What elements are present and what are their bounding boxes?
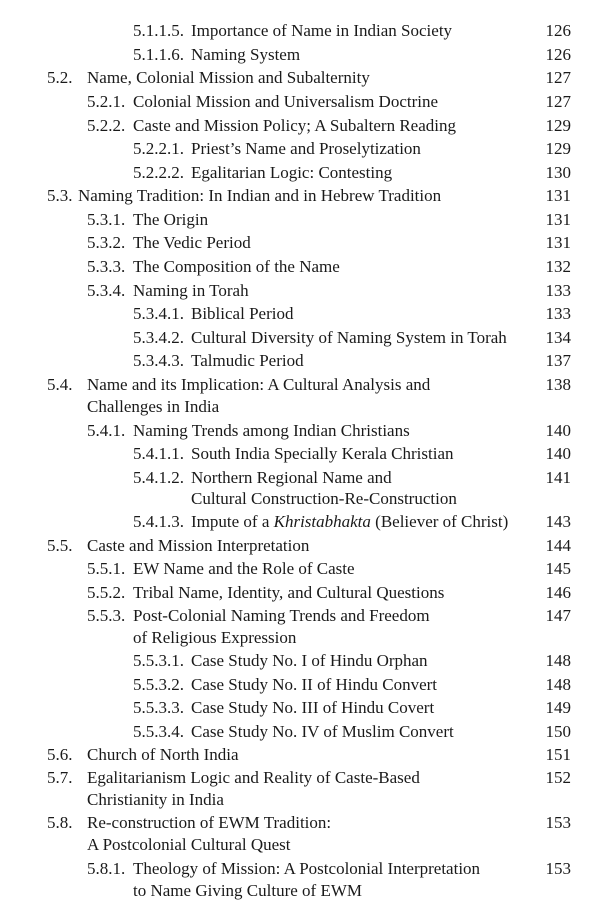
section-title: The Composition of the Name bbox=[133, 257, 340, 276]
page-number: 127 bbox=[545, 92, 571, 111]
page-number: 131 bbox=[545, 233, 571, 252]
page-number: 129 bbox=[545, 116, 571, 135]
section-title: Case Study No. I of Hindu Orphan bbox=[191, 651, 428, 670]
toc-entry bbox=[0, 443, 571, 465]
section-number: 5.3.1. bbox=[87, 210, 126, 229]
page-number: 147 bbox=[545, 606, 571, 625]
section-title: Post-Colonial Naming Trends and Freedom bbox=[133, 606, 430, 625]
toc-entry bbox=[0, 280, 571, 302]
page-number: 126 bbox=[545, 21, 571, 40]
section-title: Church of North India bbox=[87, 745, 239, 764]
toc-entry bbox=[0, 420, 571, 442]
page-number: 134 bbox=[545, 328, 571, 347]
section-number: 5.2.2. bbox=[87, 116, 126, 135]
section-title-continued: Christianity in India bbox=[87, 790, 224, 809]
section-title: Naming Tradition: In Indian and in Hebrew Tradition bbox=[78, 186, 442, 205]
toc-entry bbox=[0, 767, 571, 789]
section-title: Case Study No. IV of Muslim Convert bbox=[191, 722, 454, 741]
section-number: 5.4.1. bbox=[87, 421, 126, 440]
section-number: 5.3.4.3. bbox=[133, 351, 184, 370]
toc-entry-continuation bbox=[0, 396, 571, 418]
page-number: 151 bbox=[545, 745, 571, 764]
page-number: 140 bbox=[545, 421, 571, 440]
page-number: 144 bbox=[545, 536, 571, 555]
page-number: 133 bbox=[545, 281, 571, 300]
section-title: Caste and Mission Policy; A Subaltern Reading bbox=[133, 116, 456, 135]
section-title: Northern Regional Name and bbox=[191, 468, 392, 487]
toc-entry-continuation bbox=[0, 880, 571, 902]
section-title: Case Study No. II of Hindu Convert bbox=[191, 675, 438, 694]
section-title: Name, Colonial Mission and Subalternity bbox=[87, 68, 370, 87]
section-number: 5.8. bbox=[47, 813, 73, 832]
page-number: 145 bbox=[545, 559, 571, 578]
section-title: Naming Trends among Indian Christians bbox=[133, 421, 410, 440]
section-number: 5.8.1. bbox=[87, 859, 126, 878]
section-title: Colonial Mission and Universalism Doctrine bbox=[133, 92, 439, 111]
toc-entry bbox=[0, 138, 571, 160]
toc-entry bbox=[0, 209, 571, 231]
section-title bbox=[191, 511, 508, 533]
toc-entry bbox=[0, 44, 571, 66]
toc-entry bbox=[0, 162, 571, 184]
section-number: 5.2.2.2. bbox=[133, 163, 184, 182]
toc-entry bbox=[0, 67, 571, 89]
page-number: 133 bbox=[545, 304, 571, 323]
section-title: Egalitarianism Logic and Reality of Caste-Based bbox=[87, 768, 420, 787]
toc-entry bbox=[0, 558, 571, 580]
title-italic-term: Khristabhakta bbox=[273, 512, 371, 531]
toc-entry bbox=[0, 115, 571, 137]
page-number: 126 bbox=[545, 45, 571, 64]
toc-entry bbox=[0, 511, 571, 533]
toc-entry bbox=[0, 185, 571, 207]
toc-entry bbox=[0, 232, 571, 254]
section-number: 5.5.3.4. bbox=[133, 722, 184, 741]
section-number: 5.3.4.2. bbox=[133, 328, 184, 347]
section-title: Caste and Mission Interpretation bbox=[87, 536, 310, 555]
section-number: 5.6. bbox=[47, 745, 73, 764]
section-number: 5.1.1.5. bbox=[133, 21, 184, 40]
toc-entry bbox=[0, 721, 571, 743]
page-number: 141 bbox=[545, 468, 571, 487]
toc-entry bbox=[0, 697, 571, 719]
page-number: 127 bbox=[545, 68, 571, 87]
toc-entry bbox=[0, 374, 571, 396]
section-number: 5.4.1.1. bbox=[133, 444, 184, 463]
section-title-continued: to Name Giving Culture of EWM bbox=[133, 881, 362, 900]
section-number: 5.5.2. bbox=[87, 583, 126, 602]
section-title: Biblical Period bbox=[191, 304, 294, 323]
page-number: 137 bbox=[545, 351, 571, 370]
page-number: 143 bbox=[545, 512, 571, 531]
toc-entry bbox=[0, 350, 571, 372]
section-number: 5.4. bbox=[47, 375, 73, 394]
section-title: Talmudic Period bbox=[191, 351, 304, 370]
section-title: Cultural Diversity of Naming System in Torah bbox=[191, 328, 507, 347]
section-number: 5.2. bbox=[47, 68, 73, 87]
section-number: 5.2.2.1. bbox=[133, 139, 184, 158]
page-number: 140 bbox=[545, 444, 571, 463]
section-number: 5.3.3. bbox=[87, 257, 126, 276]
section-title: The Vedic Period bbox=[133, 233, 251, 252]
page-number: 153 bbox=[545, 813, 571, 832]
section-title: Naming in Torah bbox=[133, 281, 249, 300]
section-title-continued: A Postcolonial Cultural Quest bbox=[87, 835, 291, 854]
title-part: Impute of a bbox=[191, 512, 270, 531]
section-title: Priest’s Name and Proselytization bbox=[191, 139, 421, 158]
toc-entry-continuation bbox=[0, 834, 571, 856]
section-number: 5.1.1.6. bbox=[133, 45, 184, 64]
toc-entry bbox=[0, 605, 571, 627]
toc-entry bbox=[0, 20, 571, 42]
section-title: Egalitarian Logic: Contesting bbox=[191, 163, 393, 182]
page-number: 130 bbox=[545, 163, 571, 182]
section-number: 5.5.3.2. bbox=[133, 675, 184, 694]
page-number: 149 bbox=[545, 698, 571, 717]
page-number: 148 bbox=[545, 651, 571, 670]
page-number: 146 bbox=[545, 583, 571, 602]
section-title: Importance of Name in Indian Society bbox=[191, 21, 453, 40]
page-number: 148 bbox=[545, 675, 571, 694]
section-number: 5.5.3. bbox=[87, 606, 126, 625]
section-number: 5.7. bbox=[47, 768, 73, 787]
section-number: 5.5. bbox=[47, 536, 73, 555]
section-title: Name and its Implication: A Cultural Analysis and bbox=[87, 375, 431, 394]
toc-entry bbox=[0, 858, 571, 880]
section-number: 5.3.2. bbox=[87, 233, 126, 252]
toc-entry-continuation bbox=[0, 789, 571, 811]
section-title: The Origin bbox=[133, 210, 209, 229]
toc-entry bbox=[0, 467, 571, 489]
page-number: 153 bbox=[545, 859, 571, 878]
section-title: Naming System bbox=[191, 45, 301, 64]
page-number: 131 bbox=[545, 186, 571, 205]
section-title: South India Specially Kerala Christian bbox=[191, 444, 454, 463]
toc-entry bbox=[0, 650, 571, 672]
section-number: 5.2.1. bbox=[87, 92, 126, 111]
page-number: 150 bbox=[545, 722, 571, 741]
section-number: 5.3. bbox=[47, 186, 73, 205]
toc-entry bbox=[0, 256, 571, 278]
toc-entry bbox=[0, 535, 571, 557]
section-number: 5.5.3.3. bbox=[133, 698, 184, 717]
page-number: 138 bbox=[545, 375, 571, 394]
toc-entry bbox=[0, 744, 571, 766]
section-number: 5.3.4.1. bbox=[133, 304, 184, 323]
toc-entry bbox=[0, 812, 571, 834]
section-title: Case Study No. III of Hindu Covert bbox=[191, 698, 435, 717]
title-part: (Believer of Christ) bbox=[375, 512, 509, 531]
toc-entry bbox=[0, 91, 571, 113]
section-title: Tribal Name, Identity, and Cultural Questions bbox=[133, 583, 445, 602]
section-number: 5.3.4. bbox=[87, 281, 126, 300]
section-number: 5.4.1.2. bbox=[133, 468, 184, 487]
section-title: Re-construction of EWM Tradition: bbox=[87, 813, 332, 832]
section-title: Theology of Mission: A Postcolonial Interpretation bbox=[133, 859, 481, 878]
page-number: 152 bbox=[545, 768, 571, 787]
toc-entry bbox=[0, 327, 571, 349]
toc-entry bbox=[0, 303, 571, 325]
section-title-continued: of Religious Expression bbox=[133, 628, 297, 647]
page-number: 131 bbox=[545, 210, 571, 229]
toc-entry bbox=[0, 582, 571, 604]
toc-entry-continuation bbox=[0, 627, 571, 649]
page-number: 132 bbox=[545, 257, 571, 276]
section-number: 5.4.1.3. bbox=[133, 512, 184, 531]
toc-entry-continuation bbox=[0, 488, 571, 510]
toc-entry bbox=[0, 674, 571, 696]
section-number: 5.5.3.1. bbox=[133, 651, 184, 670]
section-title: EW Name and the Role of Caste bbox=[133, 559, 355, 578]
section-number: 5.5.1. bbox=[87, 559, 126, 578]
page-number: 129 bbox=[545, 139, 571, 158]
section-title-continued: Cultural Construction-Re-Construction bbox=[191, 489, 457, 508]
section-title-continued: Challenges in India bbox=[87, 397, 220, 416]
